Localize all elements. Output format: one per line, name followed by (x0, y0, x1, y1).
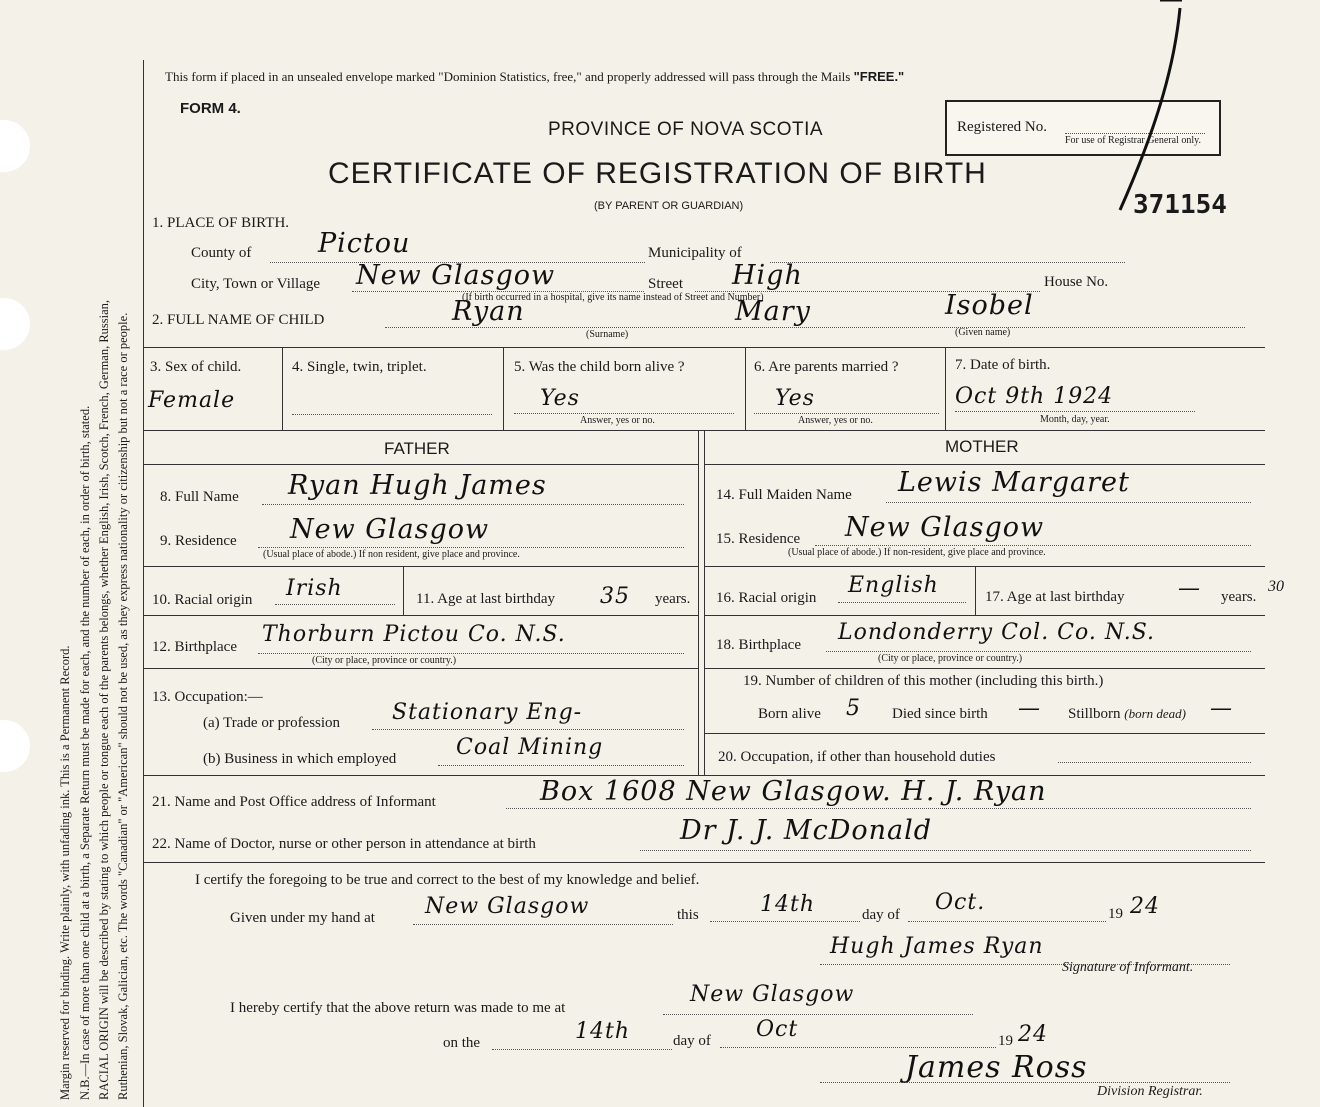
hospital-note: (If birth occurred in a hospital, give its name instead of Street and Number) (462, 292, 764, 303)
certificate-subtitle: (BY PARENT OR GUARDIAN) (594, 200, 744, 212)
registrar-statement: I hereby certify that the above return was made to me at (230, 1000, 566, 1016)
punch-hole (0, 720, 30, 772)
mail-notice (165, 69, 904, 85)
margin-note-binding: Margin reserved for binding. Write plainly, with unfading ink. This is a Permanent Record. (58, 645, 72, 1100)
father-business-value: Coal Mining (456, 735, 604, 760)
mother-racial-value: English (848, 573, 939, 598)
left-border (143, 60, 144, 1107)
given-name-note: (Given name) (955, 327, 1011, 338)
registrar-year-prefix: 19 (998, 1033, 1013, 1049)
child-name-label: 2. FULL NAME OF CHILD (152, 312, 325, 328)
margin-note-racial-origin: RACIAL ORIGIN will be described by stating to which people or tongue each of the parents belongs, whether English, Irish, Scotch, French, German, Russian, (97, 299, 111, 1100)
mother-occupation-label: 20. Occupation, if other than household duties (718, 749, 996, 765)
father-birthplace-note: (City or place, province or country.) (312, 655, 457, 666)
father-name-label: 8. Full Name (160, 489, 239, 505)
certificate-title: CERTIFICATE OF REGISTRATION OF BIRTH (328, 157, 987, 190)
father-residence-note: (Usual place of abode.) If non resident, give place and province. (263, 549, 520, 560)
stillborn-note: (born dead) (1124, 706, 1187, 721)
born-alive-value: Yes (540, 386, 580, 411)
this-label: this (677, 907, 699, 923)
mother-residence-note: (Usual place of abode.) If non-resident, give place and province. (788, 547, 1046, 558)
margin-note-nationality: Ruthenian, Slovak, Galician, etc. The words "Canadian" or "American" should not be used, as they express nationality or citizenship but not a race or people. (116, 312, 130, 1100)
county-label: County of (191, 245, 252, 261)
informant-value: Box 1608 New Glasgow. H. J. Ryan (540, 776, 1047, 807)
died-since-birth-label: Died since birth (892, 706, 988, 722)
father-residence-value: New Glasgow (290, 514, 490, 545)
registrar-month-value: Oct (756, 1017, 799, 1042)
registered-note: For use of Registrar General only. (1065, 135, 1201, 146)
house-number-label: House No. (1044, 274, 1109, 290)
city-value: New Glasgow (356, 260, 556, 291)
mother-birthplace-value: Londonderry Col. Co. N.S. (838, 620, 1155, 645)
born-alive-count-label: Born alive (758, 706, 821, 722)
born-alive-note: Answer, yes or no. (580, 415, 655, 426)
born-alive-count-value: 5 (846, 696, 861, 721)
father-birthplace-label: 12. Birthplace (152, 639, 237, 655)
sex-label: 3. Sex of child. (150, 359, 242, 375)
father-residence-label: 9. Residence (160, 533, 237, 549)
margin-note-multiple-births: N.B.—In case of more than one child at a birth, a Separate Return must be made for each, and the number of each, in order of birth, stated. (78, 405, 92, 1100)
father-age-label: 11. Age at last birthday (416, 591, 555, 607)
informant-label: 21. Name and Post Office address of Informant (152, 794, 436, 810)
informant-signature: Hugh James Ryan (830, 934, 1044, 959)
father-name-value: Ryan Hugh James (288, 470, 547, 501)
date-of-birth-value: Oct 9th 1924 (955, 384, 1114, 409)
mail-free: "FREE." (853, 69, 905, 84)
street-label: Street (648, 276, 683, 292)
province-title: PROVINCE OF NOVA SCOTIA (548, 119, 824, 140)
parents-married-label: 6. Are parents married ? (754, 359, 899, 375)
mother-birthplace-label: 18. Birthplace (716, 637, 801, 653)
punch-hole (0, 298, 30, 350)
signature-of-informant-label: Signature of Informant. (1062, 960, 1194, 975)
stillborn-label-text: Stillborn (1068, 706, 1121, 722)
mother-heading: MOTHER (945, 437, 1019, 456)
mother-racial-label: 16. Racial origin (716, 590, 817, 606)
father-birthplace-value: Thorburn Pictou Co. N.S. (262, 622, 566, 647)
father-age-value: 35 (600, 584, 630, 609)
died-since-birth-value: — (1018, 696, 1041, 721)
child-surname-value: Ryan (452, 296, 525, 327)
father-racial-label: 10. Racial origin (152, 592, 253, 608)
given-day-value: 14th (760, 892, 816, 917)
mother-age-label: 17. Age at last birthday (985, 589, 1125, 605)
parents-married-value: Yes (775, 386, 815, 411)
registrar-place-value: New Glasgow (690, 982, 855, 1007)
registrar-year-value: 24 (1018, 1022, 1048, 1047)
mother-residence-value: New Glasgow (845, 512, 1045, 543)
mother-residence-label: 15. Residence (716, 531, 801, 547)
father-occupation-label: 13. Occupation:— (152, 689, 263, 705)
mother-name-value: Lewis Margaret (898, 467, 1130, 498)
stillborn-value: — (1210, 696, 1233, 721)
given-under-hand-label: Given under my hand at (230, 910, 375, 926)
date-of-birth-label: 7. Date of birth. (955, 357, 1051, 373)
father-trade-value: Stationary Eng- (392, 700, 583, 725)
father-trade-label: (a) Trade or profession (203, 715, 341, 731)
mother-birthplace-note: (City or place, province or country.) (878, 653, 1023, 664)
mother-name-label: 14. Full Maiden Name (716, 487, 852, 503)
father-heading: FATHER (384, 439, 450, 458)
binding-margin (0, 0, 140, 1107)
city-label: City, Town or Village (191, 276, 321, 292)
registrar-day-of-label: day of (673, 1033, 711, 1049)
mother-age-value: — (1178, 576, 1201, 601)
child-given-name-2: Isobel (945, 290, 1034, 321)
pen-stroke (1090, 0, 1190, 220)
mother-children-label: 19. Number of children of this mother (including this birth.) (743, 673, 1104, 689)
given-month-value: Oct. (935, 890, 986, 915)
registrar-signature: James Ross (905, 1050, 1088, 1085)
county-value: Pictou (318, 228, 411, 259)
parents-married-note: Answer, yes or no. (798, 415, 873, 426)
punch-hole (0, 120, 30, 172)
father-years-label: years. (655, 591, 691, 607)
registrar-on-the-label: on the (443, 1035, 481, 1051)
division-registrar-label: Division Registrar. (1097, 1084, 1203, 1099)
doctor-label: 22. Name of Doctor, nurse or other person in attendance at birth (152, 836, 536, 852)
sex-value: Female (148, 388, 236, 413)
born-alive-label: 5. Was the child born alive ? (514, 359, 685, 375)
father-racial-value: Irish (286, 576, 343, 601)
registrar-day-value: 14th (575, 1019, 631, 1044)
mother-years-label: years. (1221, 589, 1257, 605)
form-number: FORM 4. (180, 100, 241, 117)
surname-note: (Surname) (586, 329, 629, 340)
certify-statement: I certify the foregoing to be true and correct to the best of my knowledge and belief. (195, 872, 700, 888)
date-of-birth-note: Month, day, year. (1040, 414, 1110, 425)
stillborn-label (1068, 706, 1186, 723)
street-value: High (732, 260, 803, 291)
stamp-number: 371154 (1133, 190, 1227, 220)
municipality-label: Municipality of (648, 245, 742, 261)
father-business-label: (b) Business in which employed (203, 751, 397, 767)
mail-notice-text: This form if placed in an unsealed envelope marked "Dominion Statistics, free," and properly addressed will pass through the Mails (165, 69, 851, 84)
given-place-value: New Glasgow (425, 894, 590, 919)
given-year-prefix: 19 (1108, 906, 1123, 922)
doctor-value: Dr J. J. McDonald (680, 815, 932, 846)
registered-label: Registered No. (957, 119, 1047, 135)
given-day-of-label: day of (862, 907, 900, 923)
place-of-birth-label: 1. PLACE OF BIRTH. (152, 215, 290, 231)
given-year-value: 24 (1130, 894, 1160, 919)
child-given-name-1: Mary (735, 296, 811, 327)
mother-age-margin-note: 30 (1268, 578, 1284, 595)
plurality-label: 4. Single, twin, triplet. (292, 359, 427, 375)
